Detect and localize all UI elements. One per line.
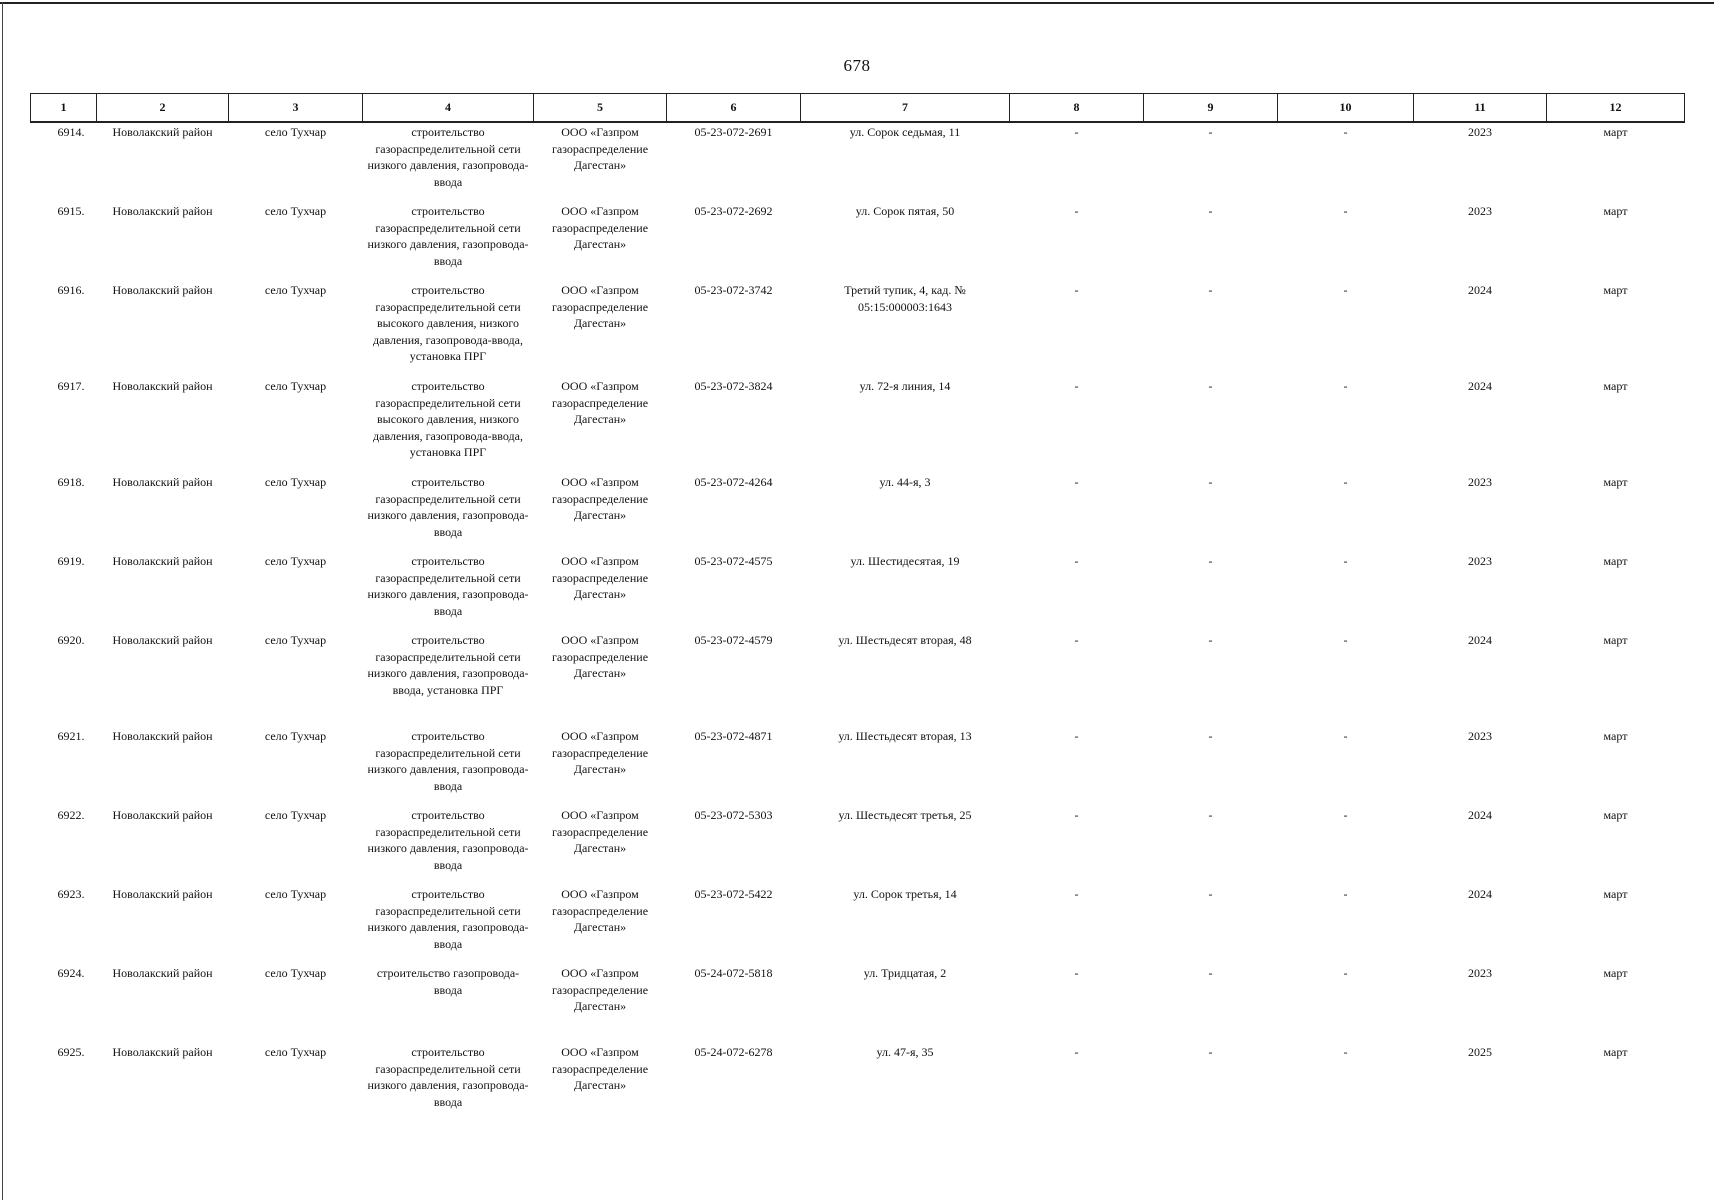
row-number: 6916. [57,283,85,297]
district-cell: Новолакский район [112,633,213,647]
column-header-3: 3 [229,94,363,123]
column-9-cell: - [1208,729,1213,743]
column-10-cell: - [1343,633,1348,647]
code-cell: 05-24-072-5818 [694,966,773,980]
column-8-cell: - [1074,379,1079,393]
organization-cell: ООО «Газпром газораспределение Дагестан» [551,808,649,855]
organization-cell: ООО «Газпром газораспределение Дагестан» [551,204,649,251]
organization-cell: ООО «Газпром газораспределение Дагестан» [551,887,649,934]
month-cell: март [1603,475,1628,489]
month-cell: март [1603,887,1628,901]
column-9-cell: - [1208,204,1213,218]
work-description-cell: строительство газораспределительной сети низкого давления, газопровода-ввода, установка ПРГ [367,633,529,697]
row-number: 6914. [57,125,85,139]
work-description-cell: строительство газораспределительной сети низкого давления, газопровода-ввода [367,808,529,872]
code-cell: 05-23-072-4871 [694,729,773,743]
locality-cell: село Тухчар [264,283,327,297]
column-header-5: 5 [534,94,667,123]
address-cell: ул. Сорок пятая, 50 [855,204,955,218]
address-cell: ул. Шестьдесят вторая, 48 [838,633,972,647]
organization-cell: ООО «Газпром газораспределение Дагестан» [551,966,649,1013]
code-cell: 05-23-072-4264 [694,475,773,489]
row-number: 6917. [57,379,85,393]
page-border-top [0,2,1714,4]
district-cell: Новолакский район [112,887,213,901]
work-description-cell: строительство газораспределительной сети низкого давления, газопровода-ввода [367,887,529,951]
year-cell: 2024 [1468,808,1492,822]
locality-cell: село Тухчар [264,204,327,218]
locality-cell: село Тухчар [264,966,327,980]
row-number: 6915. [57,204,85,218]
column-8-cell: - [1074,633,1079,647]
column-10-cell: - [1343,125,1348,139]
address-cell: ул. 47-я, 35 [876,1045,934,1059]
column-header-1: 1 [31,94,97,123]
table-row [31,122,1685,201]
month-cell: март [1603,379,1628,393]
column-header-12: 12 [1547,94,1685,123]
district-cell: Новолакский район [112,966,213,980]
column-9-cell: - [1208,379,1213,393]
month-cell: март [1603,204,1628,218]
column-9-cell: - [1208,633,1213,647]
table-row [31,963,1685,1042]
code-cell: 05-23-072-3742 [694,283,773,297]
table-row [31,884,1685,963]
month-cell: март [1603,125,1628,139]
table-row [31,726,1685,805]
work-description-cell: строительство газораспределительной сети высокого давления, низкого давления, газопровода-ввода, установка ПРГ [373,379,523,459]
year-cell: 2024 [1468,283,1492,297]
locality-cell: село Тухчар [264,633,327,647]
work-description-cell: строительство газораспределительной сети низкого давления, газопровода-ввода [367,475,529,539]
locality-cell: село Тухчар [264,125,327,139]
code-cell: 05-23-072-4579 [694,633,773,647]
code-cell: 05-23-072-2691 [694,125,773,139]
page-number: 678 [843,56,871,75]
row-number: 6925. [57,1045,85,1059]
column-10-cell: - [1343,966,1348,980]
month-cell: март [1603,966,1628,980]
column-8-cell: - [1074,204,1079,218]
district-cell: Новолакский район [112,808,213,822]
column-8-cell: - [1074,554,1079,568]
locality-cell: село Тухчар [264,1045,327,1059]
month-cell: март [1603,729,1628,743]
column-9-cell: - [1208,554,1213,568]
column-header-7: 7 [801,94,1010,123]
year-cell: 2023 [1468,554,1492,568]
locality-cell: село Тухчар [264,379,327,393]
month-cell: март [1603,554,1628,568]
code-cell: 05-23-072-4575 [694,554,773,568]
address-cell: Третий тупик, 4, кад. № 05:15:000003:1643 [844,283,966,314]
row-number: 6918. [57,475,85,489]
column-9-cell: - [1208,808,1213,822]
address-cell: ул. Шестьдесят третья, 25 [838,808,972,822]
month-cell: март [1603,1045,1628,1059]
month-cell: март [1603,808,1628,822]
district-cell: Новолакский район [112,204,213,218]
row-number: 6919. [57,554,85,568]
column-10-cell: - [1343,204,1348,218]
work-description-cell: строительство газораспределительной сети низкого давления, газопровода-ввода [367,125,529,189]
year-cell: 2025 [1468,1045,1492,1059]
table-row [31,201,1685,280]
organization-cell: ООО «Газпром газораспределение Дагестан» [551,1045,649,1092]
address-cell: ул. 44-я, 3 [879,475,931,489]
locality-cell: село Тухчар [264,887,327,901]
column-header-10: 10 [1278,94,1414,123]
row-number: 6920. [57,633,85,647]
locality-cell: село Тухчар [264,475,327,489]
column-header-6: 6 [667,94,801,123]
column-8-cell: - [1074,125,1079,139]
address-cell: ул. Сорок третья, 14 [853,887,957,901]
column-header-9: 9 [1144,94,1278,123]
register-table [30,93,1685,1122]
address-cell: ул. Шестьдесят вторая, 13 [838,729,972,743]
column-8-cell: - [1074,808,1079,822]
column-8-cell: - [1074,887,1079,901]
column-9-cell: - [1208,887,1213,901]
column-10-cell: - [1343,808,1348,822]
table-row [31,1042,1685,1122]
work-description-cell: строительство газораспределительной сети низкого давления, газопровода-ввода [367,204,529,268]
year-cell: 2024 [1468,633,1492,647]
column-10-cell: - [1343,554,1348,568]
column-8-cell: - [1074,966,1079,980]
organization-cell: ООО «Газпром газораспределение Дагестан» [551,283,649,330]
row-number: 6923. [57,887,85,901]
code-cell: 05-24-072-6278 [694,1045,773,1059]
column-10-cell: - [1343,283,1348,297]
column-10-cell: - [1343,887,1348,901]
address-cell: ул. Сорок седьмая, 11 [849,125,961,139]
column-8-cell: - [1074,283,1079,297]
district-cell: Новолакский район [112,1045,213,1059]
column-8-cell: - [1074,729,1079,743]
table-row [31,280,1685,376]
table-row [31,376,1685,472]
organization-cell: ООО «Газпром газораспределение Дагестан» [551,554,649,601]
column-header-4: 4 [363,94,534,123]
row-number: 6924. [57,966,85,980]
work-description-cell: строительство газопровода-ввода [376,966,520,997]
locality-cell: село Тухчар [264,808,327,822]
year-cell: 2024 [1468,887,1492,901]
organization-cell: ООО «Газпром газораспределение Дагестан» [551,125,649,172]
page-border-left [2,2,3,1200]
year-cell: 2024 [1468,379,1492,393]
organization-cell: ООО «Газпром газораспределение Дагестан» [551,475,649,522]
work-description-cell: строительство газораспределительной сети низкого давления, газопровода-ввода [367,554,529,618]
column-header-8: 8 [1010,94,1144,123]
code-cell: 05-23-072-5303 [694,808,773,822]
work-description-cell: строительство газораспределительной сети низкого давления, газопровода-ввода [367,1045,529,1109]
row-number: 6922. [57,808,85,822]
header-row [31,94,1685,123]
month-cell: март [1603,283,1628,297]
address-cell: ул. Тридцатая, 2 [863,966,947,980]
table-row [31,805,1685,884]
month-cell: март [1603,633,1628,647]
organization-cell: ООО «Газпром газораспределение Дагестан» [551,729,649,776]
column-8-cell: - [1074,1045,1079,1059]
year-cell: 2023 [1468,204,1492,218]
locality-cell: село Тухчар [264,729,327,743]
column-header-2: 2 [97,94,229,123]
district-cell: Новолакский район [112,554,213,568]
column-header-11: 11 [1414,94,1547,123]
address-cell: ул. 72-я линия, 14 [859,379,951,393]
year-cell: 2023 [1468,729,1492,743]
code-cell: 05-23-072-2692 [694,204,773,218]
column-10-cell: - [1343,1045,1348,1059]
locality-cell: село Тухчар [264,554,327,568]
district-cell: Новолакский район [112,475,213,489]
year-cell: 2023 [1468,966,1492,980]
organization-cell: ООО «Газпром газораспределение Дагестан» [551,633,649,680]
column-10-cell: - [1343,379,1348,393]
column-10-cell: - [1343,729,1348,743]
district-cell: Новолакский район [112,283,213,297]
row-number: 6921. [57,729,85,743]
column-9-cell: - [1208,1045,1213,1059]
column-9-cell: - [1208,966,1213,980]
table-row [31,630,1685,726]
year-cell: 2023 [1468,125,1492,139]
column-9-cell: - [1208,125,1213,139]
work-description-cell: строительство газораспределительной сети высокого давления, низкого давления, газопровода-ввода, установка ПРГ [373,283,523,363]
work-description-cell: строительство газораспределительной сети низкого давления, газопровода-ввода [367,729,529,793]
column-10-cell: - [1343,475,1348,489]
address-cell: ул. Шестидесятая, 19 [850,554,960,568]
table-row [31,551,1685,630]
district-cell: Новолакский район [112,729,213,743]
column-9-cell: - [1208,475,1213,489]
column-8-cell: - [1074,475,1079,489]
organization-cell: ООО «Газпром газораспределение Дагестан» [551,379,649,426]
column-9-cell: - [1208,283,1213,297]
code-cell: 05-23-072-3824 [694,379,773,393]
table-row [31,472,1685,551]
code-cell: 05-23-072-5422 [694,887,773,901]
district-cell: Новолакский район [112,379,213,393]
year-cell: 2023 [1468,475,1492,489]
district-cell: Новолакский район [112,125,213,139]
